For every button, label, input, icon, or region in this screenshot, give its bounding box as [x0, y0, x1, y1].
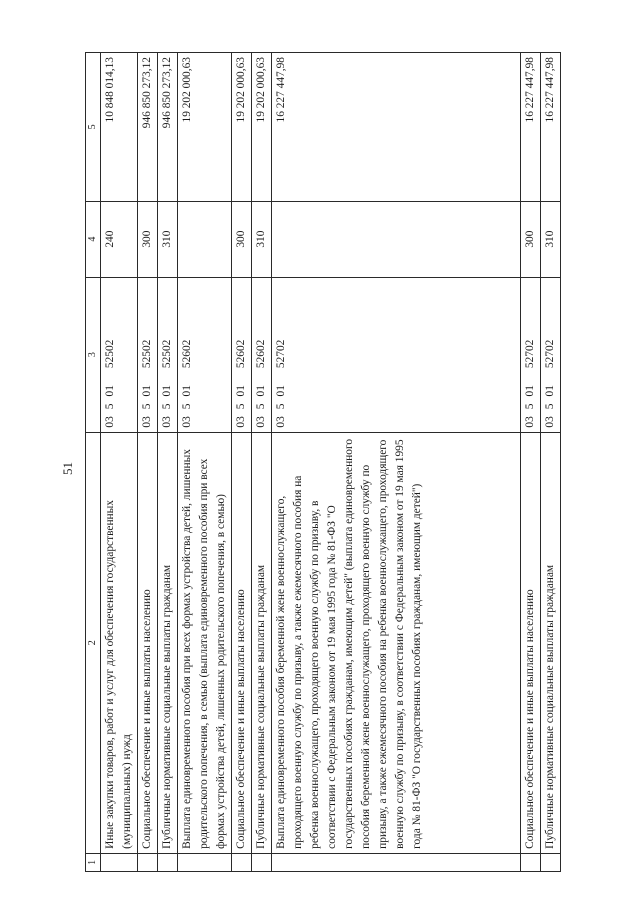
row-name-cell: Иные закупки товаров, работ и услуг для обеспечения государственных (муниципальных) нужд	[101, 432, 138, 853]
row-sum-cell: 19 202 000,63	[232, 53, 252, 202]
code-part: 5	[141, 403, 153, 410]
row-vr-cell: 300	[138, 201, 158, 277]
row-number-cell	[521, 853, 541, 871]
table-row	[178, 53, 232, 872]
code-part: 03	[275, 416, 287, 428]
row-sum-cell: 16 227 447,98	[541, 53, 561, 202]
table-header-row	[86, 53, 101, 872]
code-part: 03	[181, 416, 193, 428]
code-part: 5	[104, 403, 116, 410]
code-part: 52702	[544, 339, 556, 369]
rotated-page	[0, 25, 640, 905]
code-part: 01	[235, 385, 247, 397]
code-part: 01	[524, 385, 536, 397]
row-name-cell: Социальное обеспечение и иные выплаты населению	[232, 432, 252, 853]
row-vr-cell: 310	[158, 201, 178, 277]
row-vr-cell: 240	[101, 201, 138, 277]
header-col-2: 2	[86, 432, 101, 853]
table-row	[541, 53, 561, 872]
row-number-cell	[158, 853, 178, 871]
row-vr-cell: 310	[541, 201, 561, 277]
code-part: 03	[544, 416, 556, 428]
code-part: 5	[235, 403, 247, 410]
code-part: 52602	[255, 339, 267, 369]
code-part: 52602	[181, 339, 193, 369]
row-sum-cell: 16 227 447,98	[521, 53, 541, 202]
row-sum-cell: 946 850 273,12	[138, 53, 158, 202]
row-code-cell	[272, 277, 521, 432]
code-part: 5	[275, 403, 287, 410]
code-part: 01	[104, 385, 116, 397]
code-part: 01	[141, 385, 153, 397]
row-name-cell: Публичные нормативные социальные выплаты гражданам	[252, 432, 272, 853]
row-name-cell: Социальное обеспечение и иные выплаты населению	[521, 432, 541, 853]
code-part: 5	[524, 403, 536, 410]
code-part: 01	[275, 385, 287, 397]
row-sum-cell: 16 227 447,98	[272, 53, 521, 202]
row-sum-cell: 19 202 000,63	[178, 53, 232, 202]
table-row	[138, 53, 158, 872]
code-part: 01	[544, 385, 556, 397]
row-vr-cell	[272, 201, 521, 277]
header-col-1: 1	[86, 853, 101, 871]
table-row	[101, 53, 138, 872]
code-part: 5	[161, 403, 173, 410]
row-number-cell	[138, 853, 158, 871]
table-row	[158, 53, 178, 872]
row-code-cell	[541, 277, 561, 432]
code-part: 01	[255, 385, 267, 397]
code-part: 01	[161, 385, 173, 397]
row-name-cell: Социальное обеспечение и иные выплаты населению	[138, 432, 158, 853]
table-row	[521, 53, 541, 872]
row-code-cell	[178, 277, 232, 432]
code-part: 5	[255, 403, 267, 410]
header-col-3: 3	[86, 277, 101, 432]
code-part: 03	[235, 416, 247, 428]
code-part: 03	[104, 416, 116, 428]
row-number-cell	[252, 853, 272, 871]
code-part: 03	[161, 416, 173, 428]
table-row	[232, 53, 252, 872]
row-code-cell	[232, 277, 252, 432]
row-name-cell: Выплата единовременного пособия беременной жене военнослужащего, проходящего военную службу по призыву, а также ежемесячного пособия на ребенка военнослужащего, проходящего военную службу по призыву, в соответствии с Федеральным законом от 19 мая 1995 года № 81-ФЗ "О государственных пособиях гражданам, имеющим детей" (выплата единовременного пособия беременной жене военнослужащего, проходящего военную службу по призыву, а также ежемесячного пособия на ребенка военнослужащего, проходящего военную службу по призыву, в соответствии с Федеральным законом от 19 мая 1995 года № 81-ФЗ "О государственных пособиях гражданам, имеющим детей")	[272, 432, 521, 853]
header-col-4: 4	[86, 201, 101, 277]
row-number-cell	[272, 853, 521, 871]
row-code-cell	[138, 277, 158, 432]
row-code-cell	[158, 277, 178, 432]
code-part: 52502	[104, 339, 116, 369]
row-vr-cell: 300	[232, 201, 252, 277]
row-code-cell	[101, 277, 138, 432]
row-name-cell: Публичные нормативные социальные выплаты гражданам	[541, 432, 561, 853]
code-part: 5	[181, 403, 193, 410]
row-number-cell	[178, 853, 232, 871]
code-part: 01	[181, 385, 193, 397]
row-vr-cell	[178, 201, 232, 277]
row-code-cell	[252, 277, 272, 432]
row-name-cell: Выплата единовременного пособия при всех формах устройства детей, лишенных родительского попечения, в семью (выплата единовременного пособия при всех формах устройства детей, лишенных родительского попечения, в семью)	[178, 432, 232, 853]
code-part: 03	[141, 416, 153, 428]
row-number-cell	[541, 853, 561, 871]
code-part: 52702	[275, 339, 287, 369]
code-part: 5	[544, 403, 556, 410]
row-vr-cell: 310	[252, 201, 272, 277]
row-number-cell	[232, 853, 252, 871]
row-number-cell	[101, 853, 138, 871]
row-sum-cell: 946 850 273,12	[158, 53, 178, 202]
row-sum-cell: 10 848 014,13	[101, 53, 138, 202]
table-row	[252, 53, 272, 872]
row-vr-cell: 300	[521, 201, 541, 277]
header-col-5: 5	[86, 53, 101, 202]
page-number: 51	[60, 462, 75, 475]
row-code-cell	[521, 277, 541, 432]
row-sum-cell: 19 202 000,63	[252, 53, 272, 202]
code-part: 52702	[524, 339, 536, 369]
code-part: 52502	[161, 339, 173, 369]
code-part: 52502	[141, 339, 153, 369]
code-part: 03	[255, 416, 267, 428]
budget-table	[85, 52, 561, 872]
code-part: 52602	[235, 339, 247, 369]
code-part: 03	[524, 416, 536, 428]
table-row	[272, 53, 521, 872]
row-name-cell: Публичные нормативные социальные выплаты гражданам	[158, 432, 178, 853]
